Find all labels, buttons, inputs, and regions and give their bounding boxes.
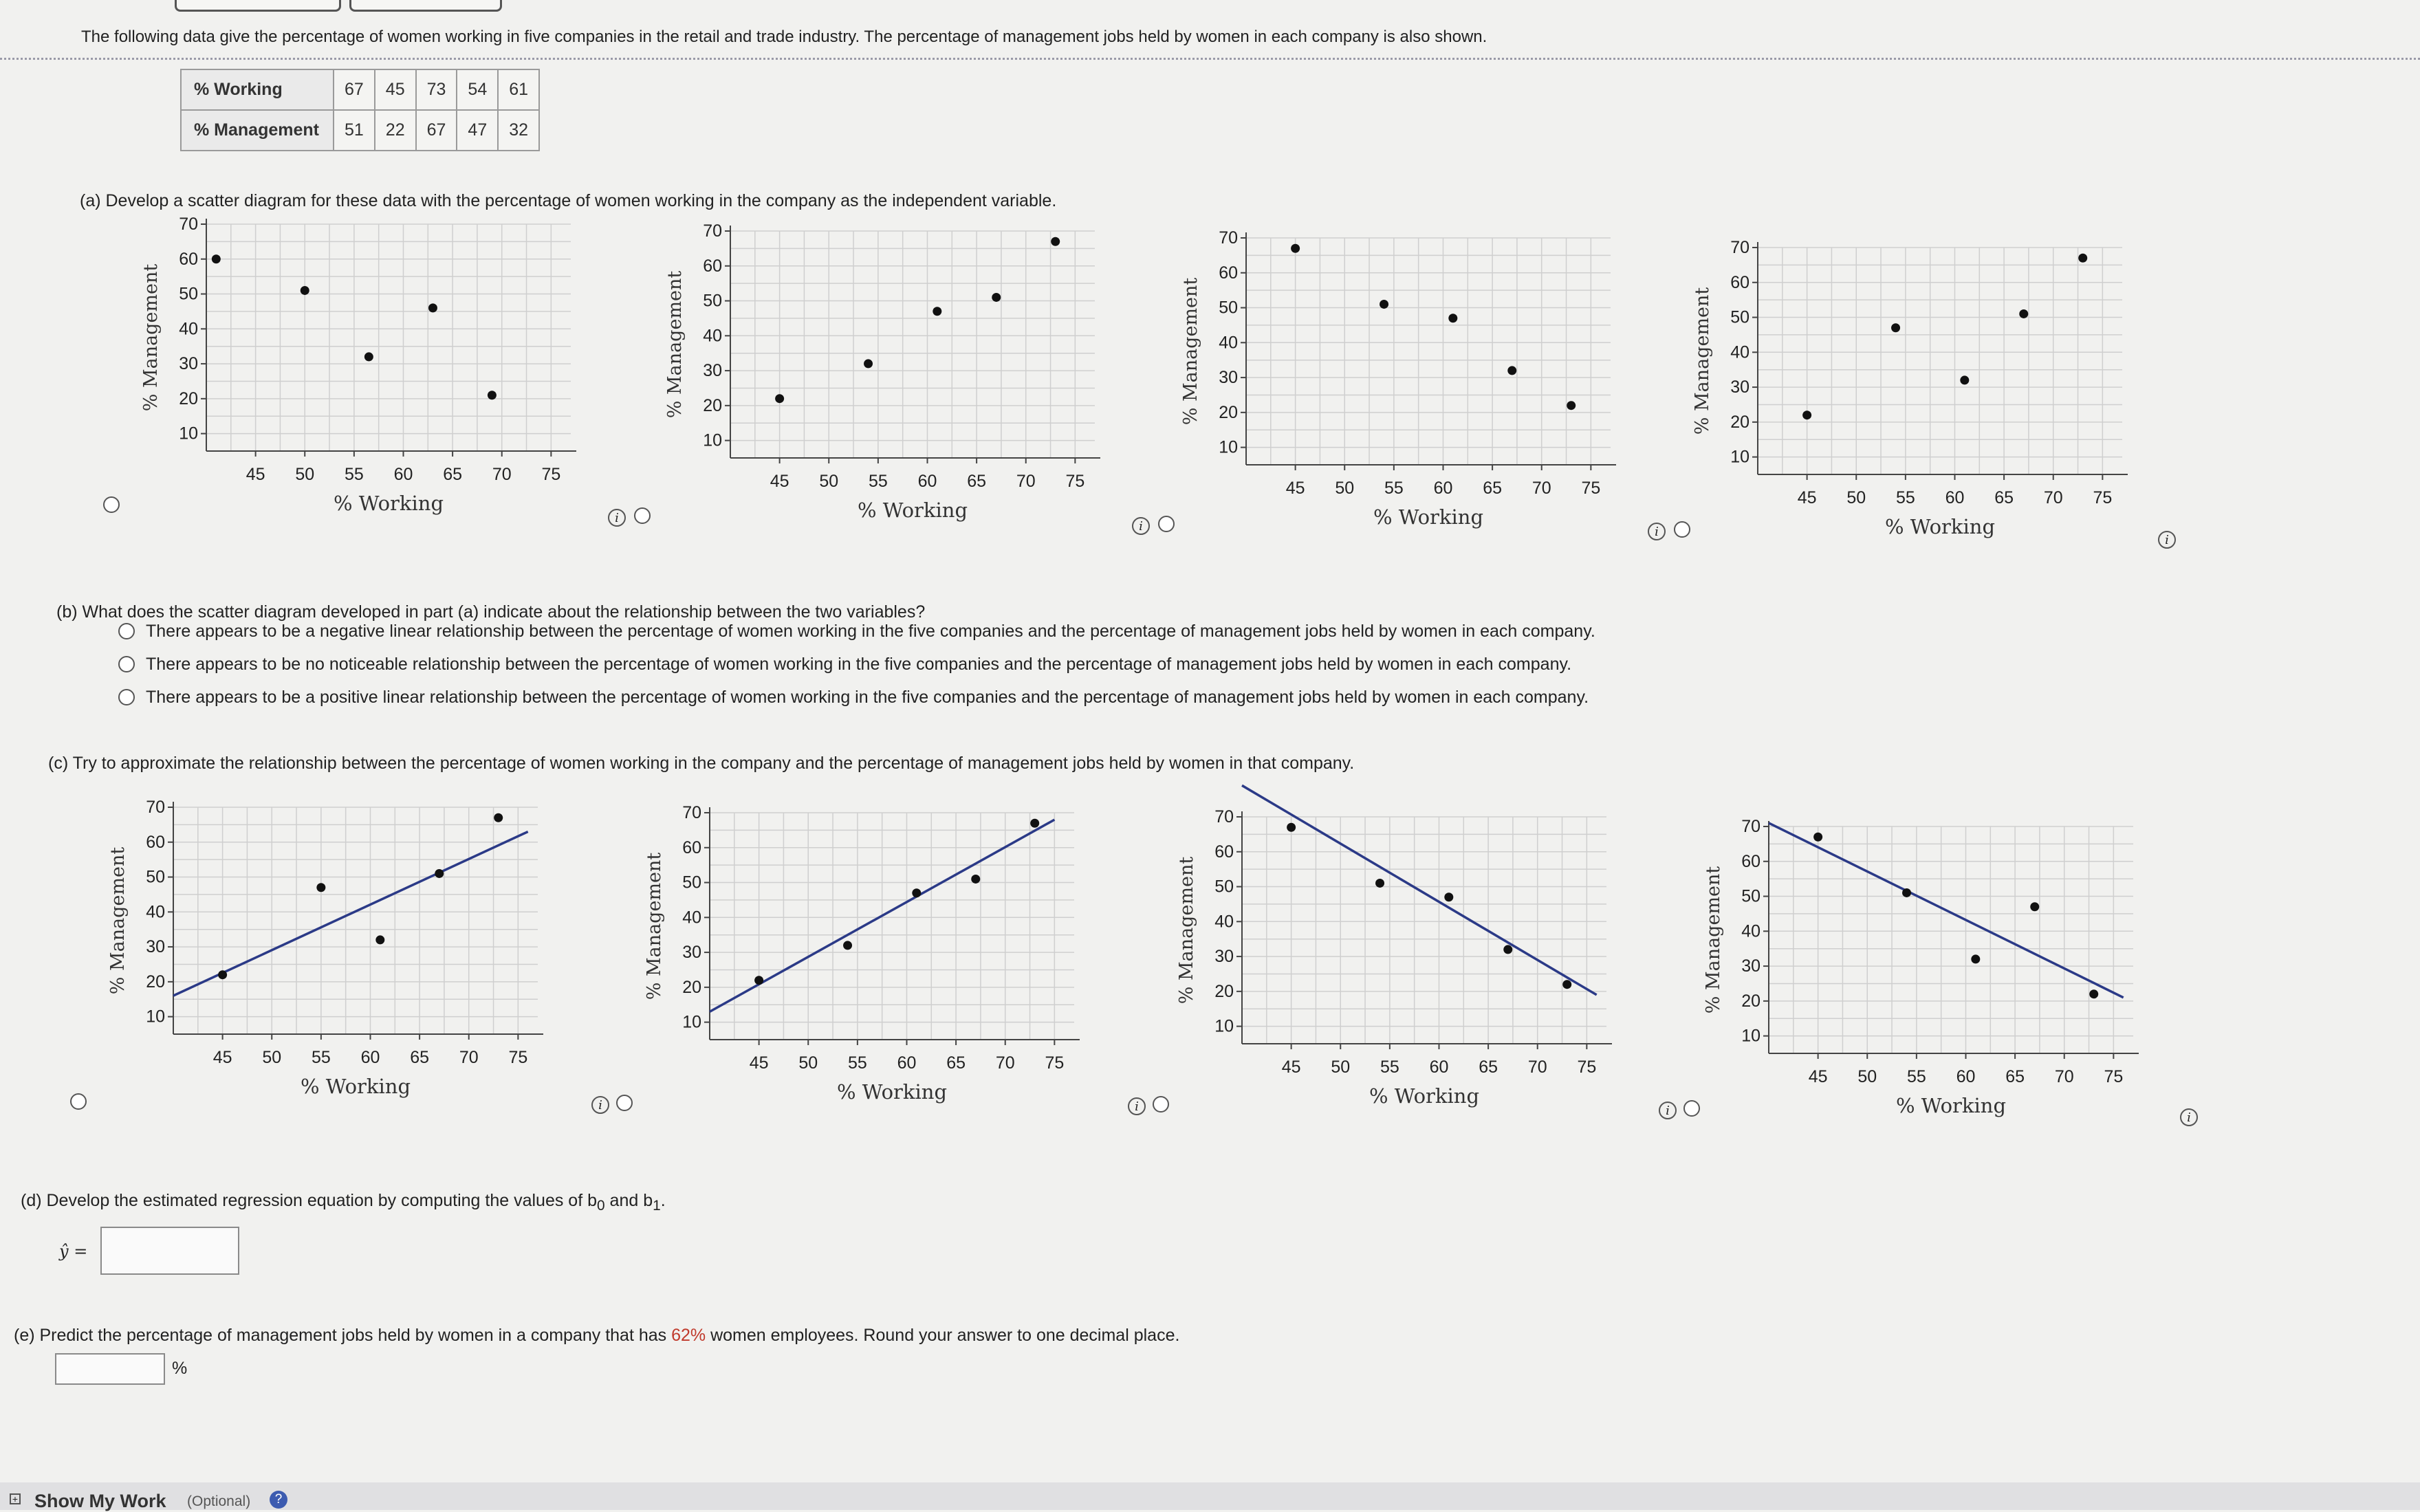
grid [730,231,1095,458]
grid [206,224,571,451]
part-e-text-end: women employees. Round your answer to one decimal place. [706,1326,1180,1345]
x-tick-label: 65 [410,1048,430,1067]
y-tick-label: 50 [682,873,701,892]
info-icon[interactable]: i [1132,517,1150,535]
y-tick-label: 60 [1741,851,1761,871]
data-point [212,254,221,263]
data-point [1802,410,1811,419]
table-cell: 45 [375,69,416,110]
y-tick-label: 10 [1219,437,1238,457]
y-tick-label: 60 [1730,272,1749,292]
data-point [933,307,941,316]
data-point [775,394,784,403]
grid [1242,817,1606,1044]
x-tick-label: 60 [1433,479,1453,498]
data-point [1891,323,1900,332]
y-tick-label: 20 [1730,412,1749,432]
yhat-label: ŷ = [59,1242,88,1261]
y-tick-label: 60 [682,837,701,857]
x-tick-label: 60 [917,472,937,491]
data-point [1503,945,1512,954]
x-tick-label: 45 [246,465,265,484]
x-tick-label: 75 [2093,488,2113,507]
data-point [364,352,373,361]
data-point [1567,401,1576,410]
x-tick-label: 45 [1285,479,1305,498]
x-axis-label: % Working [1369,1084,1480,1108]
x-tick-label: 70 [1531,479,1551,498]
x-tick-label: 70 [2043,488,2063,507]
part-e-text: (e) Predict the percentage of management jobs held by women in a company that has [14,1326,672,1345]
data-point [1562,980,1571,989]
y-tick-label: 50 [146,867,165,887]
x-tick-label: 45 [1281,1058,1301,1077]
y-axis-label: % Management [664,270,686,419]
data-point [912,888,921,897]
trend-line [1769,823,2124,998]
y-tick-label: 50 [703,291,722,311]
data-point [1902,888,1911,897]
x-tick-label: 65 [946,1053,966,1073]
scatter-chart-c2 [634,795,1129,1118]
scatter-chart-a4 [1682,230,2177,553]
data-point [843,941,852,950]
x-tick-label: 75 [1065,472,1085,491]
data-point [1375,879,1384,888]
info-icon[interactable]: i [1128,1097,1146,1115]
x-tick-label: 70 [995,1053,1015,1073]
y-tick-label: 40 [179,319,198,339]
x-tick-label: 50 [1335,479,1355,498]
data-point [754,976,763,985]
help-icon[interactable]: ? [270,1491,287,1509]
y-tick-label: 70 [1214,807,1234,826]
data-point [1448,314,1457,322]
row-label-working: % Working [181,69,334,110]
x-axis-label: % Working [857,498,968,522]
y-tick-label: 20 [682,977,701,997]
scatter-chart-c1 [98,789,593,1113]
y-tick-label: 10 [682,1012,701,1032]
y-tick-label: 40 [703,326,722,346]
info-icon[interactable]: i [1648,523,1666,540]
y-tick-label: 20 [1219,402,1238,422]
x-tick-label: 55 [868,472,888,491]
data-point [1030,819,1039,828]
y-tick-label: 60 [146,832,165,852]
y-tick-label: 40 [1219,333,1238,353]
option-b1-label[interactable]: There appears to be a negative linear relationship between the percentage of women working in the five companies and the percentage of management jobs held by women in each company. [146,622,1595,641]
data-point [375,935,384,944]
choice-c2-radio[interactable] [616,1095,633,1111]
x-tick-label: 45 [1808,1067,1828,1086]
x-tick-label: 60 [1429,1058,1449,1077]
y-axis-label: % Management [140,263,162,412]
data-point [1287,823,1296,832]
part-d-text-mid: and b [604,1191,653,1210]
y-tick-label: 30 [1219,368,1238,388]
grid [1769,826,2133,1053]
data-point [2030,902,2039,911]
part-d-prompt [21,1191,666,1214]
info-icon[interactable]: i [2158,531,2176,549]
data-point [1813,833,1822,842]
option-b2-label[interactable]: There appears to be no noticeable relationship between the percentage of women working in the five companies and the percentage of management jobs held by women in each company. [146,655,1572,674]
section-divider [0,58,2420,60]
data-point [1380,300,1388,309]
optional-label: (Optional) [187,1493,251,1509]
x-tick-label: 60 [360,1048,380,1067]
scatter-chart-c3 [1166,799,1661,1122]
data-point [1051,237,1060,246]
x-tick-label: 65 [443,465,463,484]
x-tick-label: 55 [311,1048,331,1067]
x-tick-label: 75 [1577,1058,1597,1077]
x-tick-label: 55 [1380,1058,1399,1077]
info-icon[interactable]: i [2180,1108,2198,1126]
data-point [316,883,325,892]
y-tick-label: 70 [1730,238,1749,257]
data-point [971,875,980,884]
y-tick-label: 10 [1730,447,1749,467]
part-b-prompt: (b) What does the scatter diagram developed in part (a) indicate about the relationship between the two variables? [56,602,926,622]
x-tick-label: 55 [847,1053,867,1073]
x-tick-label: 45 [770,472,789,491]
y-tick-label: 40 [682,908,701,928]
highlight-value: 62% [671,1326,706,1345]
x-tick-label: 65 [1483,479,1503,498]
x-tick-label: 55 [1895,488,1915,507]
data-point [301,286,309,295]
table-row [181,110,539,151]
y-tick-label: 30 [703,361,722,381]
data-point [494,813,503,822]
problem-intro: The following data give the percentage of women working in five companies in the retail and trade industry. The percentage of management jobs held by women in each company is also shown. [81,28,1487,46]
percent-unit: % [172,1359,188,1378]
table-cell: 73 [416,69,457,110]
y-tick-label: 30 [1730,377,1749,397]
y-tick-label: 70 [1219,228,1238,248]
table-cell: 47 [457,110,498,151]
part-a-prompt: (a) Develop a scatter diagram for these data with the percentage of women working in the company as the independent variable. [80,191,1057,210]
x-tick-label: 60 [897,1053,917,1073]
table-cell: 32 [498,110,539,151]
y-axis-label: % Management [1180,277,1201,426]
y-tick-label: 50 [1214,877,1234,897]
x-tick-label: 70 [2054,1067,2074,1086]
info-icon[interactable]: i [608,509,626,527]
y-tick-label: 70 [703,221,722,241]
y-tick-label: 20 [1741,991,1761,1011]
y-tick-label: 30 [682,943,701,963]
x-tick-label: 65 [1994,488,2014,507]
grid [173,807,538,1034]
y-tick-label: 20 [146,972,165,991]
option-b2-radio[interactable] [118,656,135,672]
y-tick-label: 10 [146,1007,165,1027]
y-tick-label: 40 [146,902,165,922]
data-point [218,970,227,979]
y-axis-label: % Management [107,846,129,995]
part-d-text: (d) Develop the estimated regression equation by computing the values of b [21,1191,597,1210]
table-cell: 22 [375,110,416,151]
y-tick-label: 20 [1214,981,1234,1001]
data-point [2019,309,2028,318]
expand-icon[interactable]: + [10,1493,21,1504]
data-table [180,69,540,151]
option-b3-radio[interactable] [118,689,135,705]
grid [1246,238,1611,465]
data-point [2089,989,2098,998]
x-tick-label: 55 [1384,479,1404,498]
y-tick-label: 60 [703,256,722,276]
scatter-chart-a2 [655,213,1150,536]
x-axis-label: % Working [333,492,444,515]
y-tick-label: 70 [146,798,165,817]
x-tick-label: 75 [1581,479,1601,498]
choice-c1-radio[interactable] [70,1093,87,1110]
x-tick-label: 65 [967,472,987,491]
table-row [181,69,539,110]
info-icon[interactable]: i [1659,1102,1677,1119]
x-tick-label: 55 [344,465,364,484]
x-axis-label: % Working [836,1080,948,1104]
x-tick-label: 75 [1045,1053,1065,1073]
x-tick-label: 50 [295,465,315,484]
table-cell: 67 [334,69,375,110]
x-tick-label: 55 [1906,1067,1926,1086]
y-tick-label: 70 [1741,817,1761,836]
choice-a1-radio[interactable] [103,496,120,513]
x-tick-label: 45 [749,1053,769,1073]
x-tick-label: 60 [1945,488,1965,507]
x-tick-label: 70 [1527,1058,1547,1077]
y-tick-label: 20 [703,395,722,415]
data-point [435,869,444,878]
table-cell: 61 [498,69,539,110]
x-tick-label: 50 [1857,1067,1877,1086]
table-cell: 51 [334,110,375,151]
y-tick-label: 30 [1741,956,1761,976]
data-point [1291,244,1300,253]
x-tick-label: 75 [2104,1067,2124,1086]
x-tick-label: 50 [798,1053,818,1073]
x-tick-label: 50 [262,1048,282,1067]
x-tick-label: 65 [2005,1067,2025,1086]
scatter-chart-c4 [1693,809,2188,1132]
data-point [488,391,497,399]
data-point [2078,254,2087,263]
info-icon[interactable]: i [591,1096,609,1114]
data-point [1960,375,1969,384]
x-tick-label: 50 [819,472,839,491]
y-tick-label: 10 [179,424,198,443]
part-e-prompt [14,1326,1179,1346]
data-point [1971,954,1980,963]
x-tick-label: 65 [1479,1058,1498,1077]
y-tick-label: 60 [179,249,198,269]
scatter-chart-a1 [131,206,626,529]
part-d-text-end: . [660,1191,666,1210]
y-tick-label: 30 [179,354,198,374]
scatter-chart-a3 [1170,220,1666,543]
x-tick-label: 45 [1797,488,1817,507]
y-tick-label: 10 [1741,1026,1761,1046]
y-tick-label: 40 [1730,342,1749,362]
y-tick-label: 50 [179,284,198,304]
show-work-bar [0,1482,2420,1510]
grid [710,813,1074,1040]
x-tick-label: 75 [508,1048,528,1067]
x-axis-label: % Working [1884,515,1996,538]
choice-a2-radio[interactable] [634,507,651,524]
y-tick-label: 50 [1741,886,1761,906]
data-point [992,293,1001,302]
x-axis-label: % Working [1895,1094,2007,1117]
top-tab-right[interactable] [349,0,502,12]
x-tick-label: 70 [492,465,512,484]
y-tick-label: 40 [1214,912,1234,932]
x-axis-label: % Working [300,1075,411,1098]
part-c-prompt: (c) Try to approximate the relationship between the percentage of women working in the company and the percentage of management jobs held by women in that company. [48,754,1355,773]
option-b1-radio[interactable] [118,623,135,639]
y-tick-label: 70 [179,215,198,234]
y-tick-label: 30 [146,937,165,957]
y-tick-label: 10 [1214,1016,1234,1036]
data-point [1507,366,1516,375]
y-tick-label: 40 [1741,921,1761,941]
x-tick-label: 75 [541,465,561,484]
row-label-management: % Management [181,110,334,151]
x-axis-label: % Working [1373,505,1484,529]
x-tick-label: 50 [1846,488,1866,507]
trend-line [173,832,528,996]
y-tick-label: 20 [179,388,198,408]
x-tick-label: 45 [212,1048,232,1067]
y-tick-label: 50 [1219,298,1238,318]
y-axis-label: % Management [1703,866,1724,1014]
y-tick-label: 10 [703,430,722,450]
top-tab-left[interactable] [175,0,341,12]
y-axis-label: % Management [1692,287,1713,435]
y-tick-label: 60 [1214,842,1234,862]
y-axis-label: % Management [1176,856,1197,1005]
grid [1758,248,2122,474]
y-tick-label: 50 [1730,307,1749,327]
prediction-input[interactable] [55,1353,165,1385]
table-cell: 67 [416,110,457,151]
x-tick-label: 70 [1016,472,1036,491]
data-point [428,303,437,312]
regression-equation-input[interactable] [100,1227,239,1275]
show-work-label[interactable]: Show My Work [34,1491,166,1511]
x-tick-label: 60 [393,465,413,484]
x-tick-label: 70 [459,1048,479,1067]
subscript-1: 1 [653,1198,661,1214]
x-tick-label: 60 [1956,1067,1976,1086]
data-point [1444,892,1453,901]
y-axis-label: % Management [644,852,665,1000]
y-tick-label: 60 [1219,263,1238,283]
table-cell: 54 [457,69,498,110]
option-b3-label[interactable]: There appears to be a positive linear relationship between the percentage of women working in the five companies and the percentage of management jobs held by women in each company. [146,688,1589,707]
x-tick-label: 50 [1331,1058,1351,1077]
data-point [864,359,873,368]
subscript-0: 0 [597,1198,605,1214]
y-tick-label: 30 [1214,947,1234,967]
y-tick-label: 70 [682,803,701,822]
